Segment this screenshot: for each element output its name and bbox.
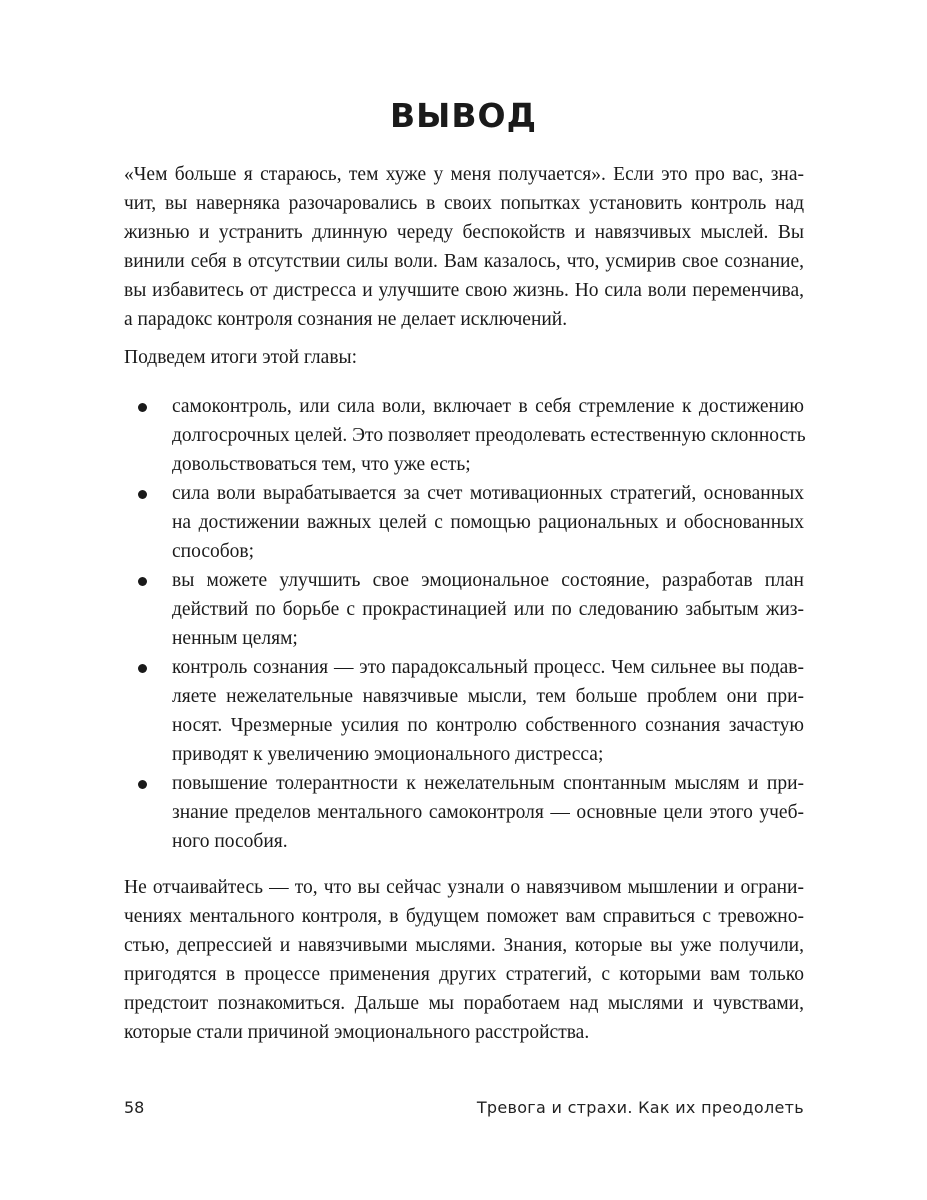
text-line: повышение толерантности к нежелательным спонтанным мыслям и при- — [172, 773, 804, 794]
text-line: сила воли вырабатывается за счет мотивационных стратегий, основанных — [172, 483, 804, 504]
page-footer — [124, 1098, 804, 1117]
bullet-icon — [138, 403, 147, 412]
text-line: долгосрочных целей. Это позволяет преодолевать естественную склонность — [172, 425, 806, 446]
summary-lead — [124, 343, 804, 372]
bullet-item — [124, 653, 804, 769]
text-line: чит, вы наверняка разочаровались в своих попытках установить контроль над — [124, 193, 804, 214]
bullet-item — [124, 769, 804, 856]
text-line: предстоит познакомиться. Дальше мы поработаем над мыслями и чувствами, — [124, 993, 804, 1014]
text-line: чениях ментального контроля, в будущем поможет вам справиться с тревожно- — [124, 906, 804, 927]
text-line: стью, депрессией и навязчивыми мыслями. Знания, которые вы уже получили, — [124, 935, 804, 956]
text-line: жизнью и устранить длинную череду беспокойств и навязчивых мыслей. Вы — [124, 222, 804, 243]
text-line: Не отчаивайтесь — то, что вы сейчас узнали о навязчивом мышлении и ограни- — [124, 877, 804, 898]
summary-lead-text: Подведем итоги этой главы: — [124, 347, 358, 368]
text-line: довольствоваться тем, что уже есть; — [172, 454, 471, 475]
text-line: действий по борьбе с прокрастинацией или по следованию забытым жиз- — [172, 599, 804, 620]
text-line: знание пределов ментального самоконтроля — основные цели этого учеб- — [172, 802, 804, 823]
running-title: Тревога и страхи. Как их преодолеть — [476, 1098, 804, 1117]
text-line: самоконтроль, или сила воли, включает в себя стремление к достижению — [172, 396, 804, 417]
text-line: винили себя в отсутствии силы воли. Вам казалось, что, усмирив свое сознание, — [124, 251, 804, 272]
intro-paragraph — [124, 160, 804, 334]
text-line: способов; — [172, 541, 255, 562]
bullet-icon — [138, 780, 147, 789]
text-line: вы избавитесь от дистресса и улучшите свою жизнь. Но сила воли переменчива, — [124, 280, 804, 301]
text-line: контроль сознания — это парадоксальный процесс. Чем сильнее вы подав- — [172, 657, 804, 678]
bullet-icon — [138, 664, 147, 673]
text-line: «Чем больше я стараюсь, тем хуже у меня получается». Если это про вас, зна- — [124, 164, 804, 185]
summary-bullet-list — [124, 392, 804, 856]
text-line: носят. Чрезмерные усилия по контролю собственного сознания зачастую — [172, 715, 804, 736]
bullet-icon — [138, 577, 147, 586]
page-title: ВЫВОД — [390, 96, 537, 135]
text-line: на достижении важных целей с помощью рациональных и обоснованных — [172, 512, 804, 533]
text-line: а парадокс контроля сознания не делает исключений. — [124, 309, 568, 330]
text-line: приводят к увеличению эмоционального дистресса; — [172, 744, 604, 765]
page-number: 58 — [124, 1098, 145, 1117]
text-line: вы можете улучшить свое эмоциональное состояние, разработав план — [172, 570, 804, 591]
closing-paragraph — [124, 873, 804, 1047]
text-line: пригодятся в процессе применения других стратегий, с которыми вам только — [124, 964, 804, 985]
text-line: которые стали причиной эмоционального расстройства. — [124, 1022, 590, 1043]
text-line: ляете нежелательные навязчивые мысли, тем больше проблем они при- — [172, 686, 804, 707]
text-line: ного пособия. — [172, 831, 288, 852]
bullet-icon — [138, 490, 147, 499]
bullet-item — [124, 392, 804, 479]
bullet-item — [124, 566, 804, 653]
bullet-item — [124, 479, 804, 566]
text-line: ненным целям; — [172, 628, 298, 649]
